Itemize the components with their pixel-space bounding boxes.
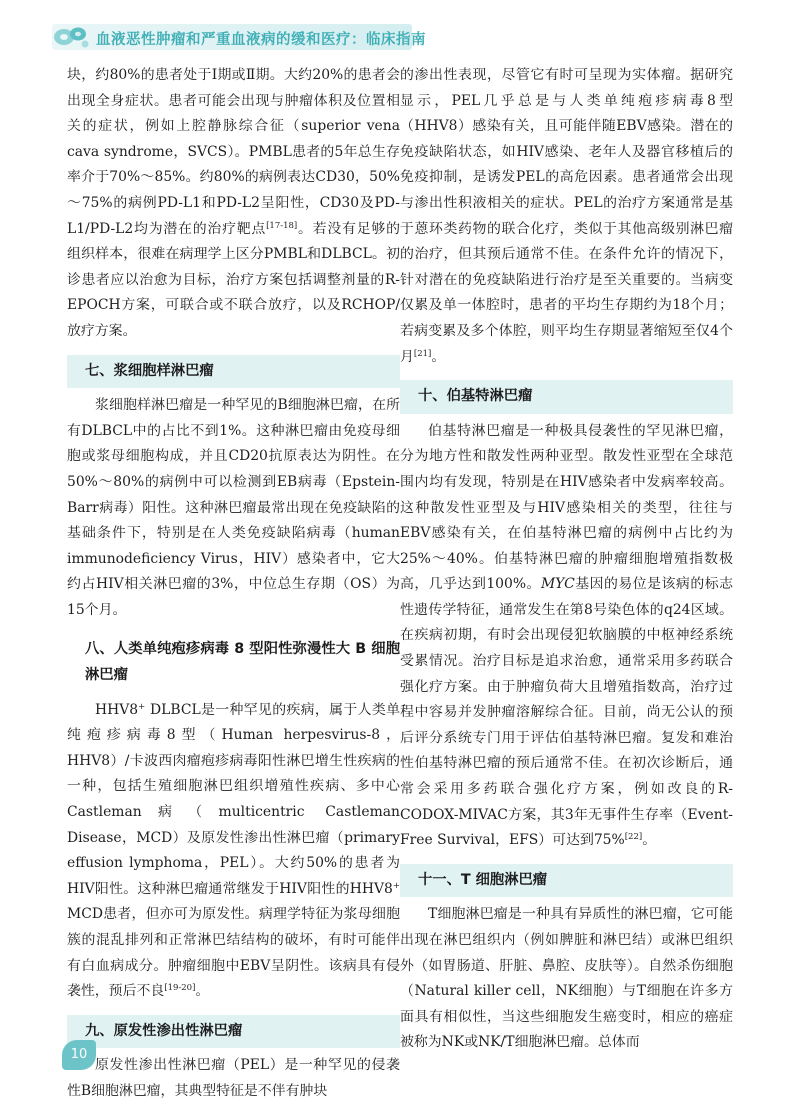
green-blood-cells-logo-icon bbox=[52, 22, 92, 52]
citation-ref: [17-18] bbox=[266, 220, 298, 231]
header-title: 血液恶性肿瘤和严重血液病的缓和医疗：临床指南 bbox=[96, 32, 426, 48]
citation-ref: [19-20] bbox=[164, 983, 196, 994]
section-heading-box bbox=[67, 355, 400, 389]
superscript-plus: + bbox=[392, 880, 400, 891]
section-heading-plasmablastic: 七、浆细胞样淋巴瘤 bbox=[85, 362, 214, 379]
section-heading-t-cell: 十一、T 细胞淋巴瘤 bbox=[418, 871, 548, 888]
paragraph-pel-continued bbox=[400, 63, 733, 370]
paragraph-text: 。 bbox=[195, 983, 210, 1000]
section-heading-hhv8-dlbcl: 八、人类单纯疱疹病毒 8 型阳性弥漫性大 B 细胞淋巴瘤 bbox=[85, 641, 400, 684]
superscript-plus: + bbox=[138, 701, 146, 712]
gene-name: MYC bbox=[540, 576, 575, 593]
paragraph-text: 的渗出性表现，尽管它有时可呈现为实体瘤。据研究显示，PEL几乎总是与人类单纯疱疹病毒8型（HHV8）感染有关，且可能伴随EBV感染。潜在的免疫缺陷状态，如HIV感染、老年人及器官移植后的免疫抑制，是诱发PEL的高危因素。患者通常会出现与渗出性积液相关的症状。PEL的治疗方案通常是基于蒽环类药物的联合化疗，类似于其他高级别淋巴瘤的治疗，但其预后通常不佳。在条件允许的情况下，针对潜在的免疫缺陷进行治疗是至关重要的。当病变仅累及单一体腔时，患者的平均生存期约为18个月；若病变累及多个体腔，则平均生存期显著缩短至仅4个月 bbox=[400, 67, 733, 365]
paragraph-text: 。若没有足够的组织样本，很难在病理学上区分PMBL和DLBCL。初诊患者应以治愈为目标，治疗方案包括调整剂量的R-EPOCH方案，可联合或不联合放疗，以及RCHOP/放疗方案。 bbox=[67, 220, 400, 339]
left-column bbox=[67, 63, 400, 1105]
section-heading-burkitt: 十、伯基特淋巴瘤 bbox=[418, 388, 533, 405]
paragraph-pmbl-continued bbox=[67, 63, 400, 345]
paragraph-t-cell: T细胞淋巴瘤是一种具有异质性的淋巴瘤，它可能出现在淋巴组织内（例如脾脏和淋巴结）或淋巴组织外（如胃肠道、肝脏、鼻腔、皮肤等）。自然杀伤细胞（Natural killer cell，NK细胞）与T细胞在许多方面具有相似性，当这些细胞发生癌变时，相应的癌症被称为NK或NK/T细胞淋巴瘤。总体而 bbox=[400, 906, 733, 1051]
section-heading-pel: 九、原发性渗出性淋巴瘤 bbox=[85, 1022, 243, 1039]
right-column bbox=[400, 63, 733, 1056]
paragraph-text: 块，约80%的患者处于Ⅰ期或Ⅱ期。大约20%的患者会出现全身症状。患者可能会出现与肿瘤体积及位置相关的症状，例如上腔静脉综合征（superior vena cava syndrome，SVCS）。PMBL患者的5年总生存率介于70%～85%。约80%的病例表达CD30，50%～75%的病例PD-L1和PD-L2呈阳性，CD30及PD-L1/PD-L2均为潜在的治疗靶点 bbox=[67, 67, 400, 237]
section-heading-box bbox=[67, 1015, 400, 1049]
paragraph-text: MCD患者，但亦可为原发性。病理学特征为浆母细胞簇的混乱排列和正常淋巴结结构的破坏，有时可能伴有白血病成分。肿瘤细胞中EBV呈阴性。该病具有侵袭性，预后不良 bbox=[67, 906, 400, 1000]
page-number: 10 bbox=[62, 1040, 96, 1070]
paragraph-plasmablastic: 浆细胞样淋巴瘤是一种罕见的B细胞淋巴瘤，在所有DLBCL中的占比不到1%。这种淋巴瘤由免疫母细胞或浆母细胞构成，并且CD20抗原表达为阴性。在50%～80%的病例中可以检测到EB病毒（Epstein-Barr病毒）阳性。这种淋巴瘤最常出现在免疫缺陷的基础条件下，特别是在人类免疫缺陷病毒（human immunodeficiency Virus，HIV）感染者中，它大约占HIV相关淋巴瘤的3%，中位总生存期（OS）为15个月。 bbox=[67, 397, 400, 618]
paragraph-text: DLBCL是一种罕见的疾病，属于人类单纯疱疹病毒8型（Human herpesvirus-8，HHV8）/卡波西肉瘤疱疹病毒阳性淋巴增生性疾病的一种，包括生殖细胞淋巴组织增殖性疾病、多中心Castleman病（multicentric Castleman Disease，MCD）及原发性渗出性淋巴瘤（primary effusion lymphoma，PEL）。大约50%的患者为HIV阳性。这种淋巴瘤通常继发于HIV阳性的HHV8 bbox=[67, 701, 400, 897]
paragraph-pel: 原发性渗出性淋巴瘤（PEL）是一种罕见的侵袭性B细胞淋巴瘤，其典型特征是不伴有肿块 bbox=[67, 1057, 400, 1099]
section-heading-box bbox=[67, 633, 400, 692]
citation-ref: [21] bbox=[413, 348, 432, 359]
paragraph-text: 。 bbox=[642, 832, 657, 849]
paragraph-burkitt bbox=[400, 419, 733, 854]
section-heading-box bbox=[400, 380, 733, 414]
paragraph-hhv8-dlbcl bbox=[67, 698, 400, 1005]
paragraph-text: HHV8 bbox=[95, 701, 139, 718]
paragraph-text: 。 bbox=[431, 348, 446, 365]
paragraph-text: 基因的易位是该病的标志性遗传学特征，通常发生在第8号染色体的q24区域。在疾病初期，有时会出现侵犯软脑膜的中枢神经系统受累情况。治疗目标是追求治愈，通常采用多药联合强化疗方案。由于肿瘤负荷大且增殖指数高，治疗过程中容易并发肿瘤溶解综合征。目前，尚无公认的预后评分系统专门用于评估伯基特淋巴瘤。复发和难治性伯基特淋巴瘤的预后通常不佳。在初次诊断后，通常会采用多药联合强化疗方案，例如改良的R-CODOX-MIVAC方案，其3年无事件生存率（Event-Free Survival，EFS）可达到75% bbox=[400, 576, 733, 849]
citation-ref: [22] bbox=[624, 832, 643, 843]
paragraph-text: 伯基特淋巴瘤是一种极具侵袭性的罕见淋巴瘤，分为地方性和散发性两种亚型。散发性亚型在全球范围内均有发现，特别是在HIV感染者中发病率较高。这种散发性亚型及与HIV感染相关的类型，往往与EBV感染有关，在伯基特淋巴瘤的病例中占比约为25%～40%。伯基特淋巴瘤的肿瘤细胞增殖指数极高，几乎达到100%。 bbox=[400, 422, 733, 593]
section-heading-box bbox=[400, 864, 733, 898]
page-header bbox=[0, 0, 800, 62]
